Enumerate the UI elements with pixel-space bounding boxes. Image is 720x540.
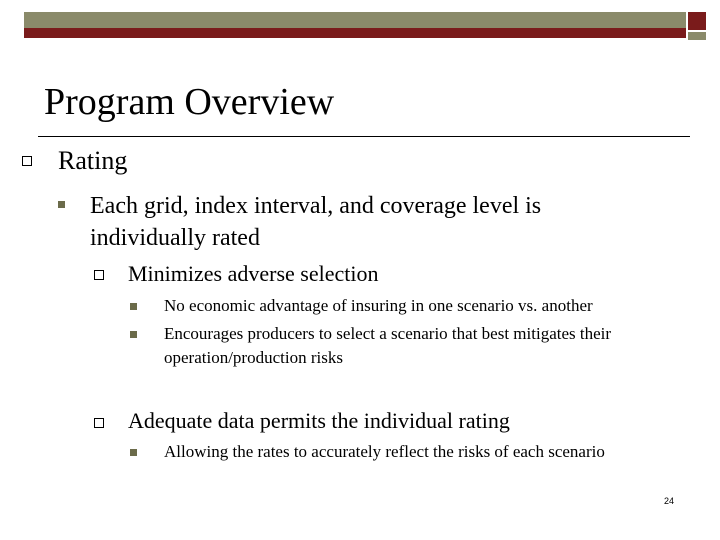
corner-accent-small — [688, 32, 706, 40]
hollow-square-bullet-icon — [94, 418, 104, 428]
solid-square-bullet-icon — [58, 201, 65, 208]
solid-square-bullet-icon — [130, 449, 137, 456]
bullet-encourages-producers-line2: operation/production risks — [164, 348, 343, 367]
bullet-rating: Rating — [58, 146, 128, 175]
slide-title: Program Overview — [44, 81, 335, 123]
page-number: 24 — [664, 496, 675, 506]
corner-accent — [688, 12, 706, 30]
hollow-square-bullet-icon — [94, 270, 104, 280]
bullet-adequate-data: Adequate data permits the individual rating — [128, 408, 510, 433]
solid-square-bullet-icon — [130, 303, 137, 310]
title-divider — [38, 136, 690, 137]
header-band — [24, 12, 686, 38]
bullet-no-economic-advantage: No economic advantage of insuring in one scenario vs. another — [164, 296, 593, 315]
bullet-individually-rated-line1: Each grid, index interval, and coverage level is — [90, 193, 542, 219]
bullet-minimizes-adverse-selection: Minimizes adverse selection — [128, 261, 379, 286]
bullet-individually-rated-line2: individually rated — [90, 225, 260, 251]
bullet-allowing-rates: Allowing the rates to accurately reflect the risks of each scenario — [164, 442, 605, 461]
solid-square-bullet-icon — [130, 331, 137, 338]
bullet-encourages-producers-line1: Encourages producers to select a scenario that best mitigates their — [164, 324, 612, 343]
hollow-square-bullet-icon — [22, 156, 32, 166]
header-band-stripe — [24, 28, 686, 38]
